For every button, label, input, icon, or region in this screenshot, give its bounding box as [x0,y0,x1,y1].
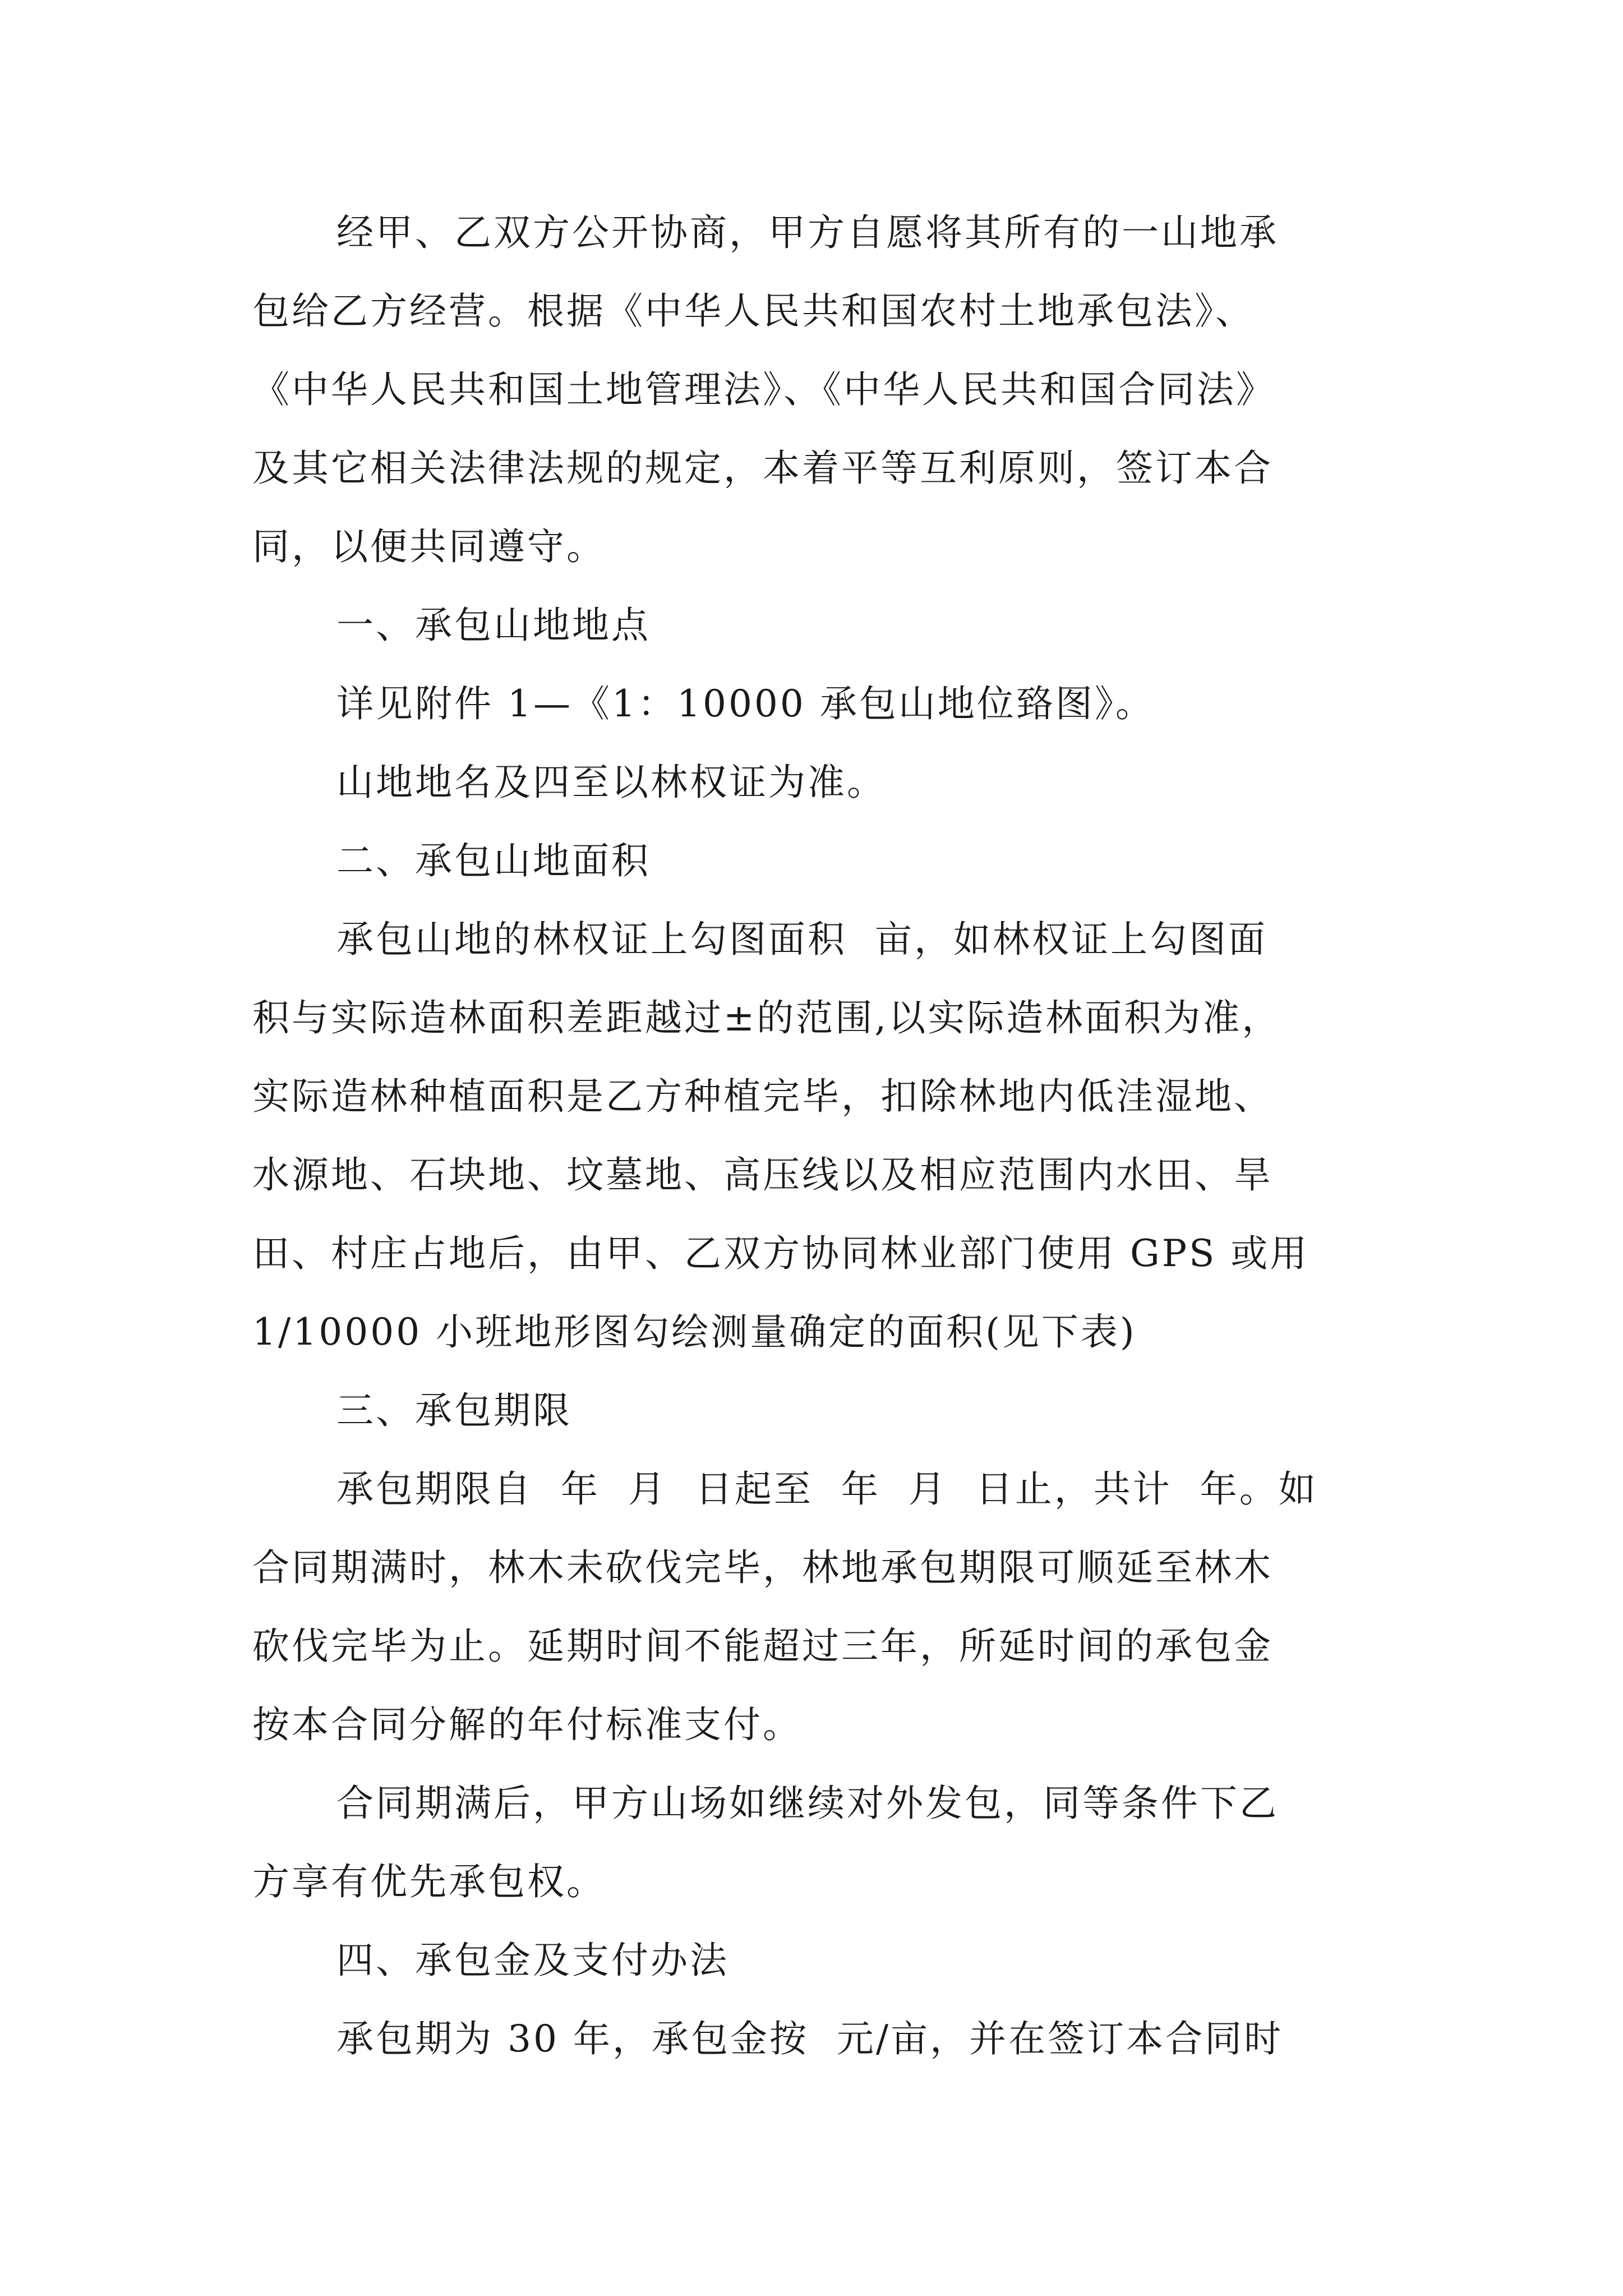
text-line: 承包期限自 年 月 日起至 年 月 日止，共计 年。如 [336,1467,1318,1511]
text-line: 水源地、石块地、坟墓地、高压线以及相应范围内水田、旱 [252,1153,1273,1197]
text-line: 1/10000 小班地形图勾绘测量确定的面积(见下表) [252,1310,1137,1354]
text-line: 承包山地的林权证上勾图面积 亩，如林权证上勾图面 [336,918,1267,961]
contract-body [252,194,1391,2078]
text-line: 及其它相关法律法规的规定，本着平等互利原则，签订本合 [252,447,1273,490]
text-line: 山地地名及四至以林权证为准。 [336,761,886,804]
section-heading: 一、承包山地地点 [336,604,651,647]
text-line: 经甲、乙双方公开协商，甲方自愿将其所有的一山地承 [336,211,1279,254]
text-line: 承包期为 30 年，承包金按 元/亩，并在签订本合同时 [336,2017,1284,2060]
section-heading: 二、承包山地面积 [336,839,651,882]
text-line: 实际造林种植面积是乙方种植完毕，扣除林地内低洼湿地、 [252,1075,1273,1118]
text-line: 《中华人民共和国土地管理法》、《中华人民共和国合同法》 [252,368,1275,411]
text-line: 包给乙方经营。根据《中华人民共和国农村土地承包法》、 [252,289,1255,333]
text-line: 同，以便共同遵守。 [252,525,606,568]
section-heading: 三、承包期限 [336,1389,572,1432]
text-line: 积与实际造林面积差距越过±的范围,以实际造林面积为准， [252,996,1281,1039]
section-heading: 四、承包金及支付办法 [336,1939,729,1982]
text-line: 按本合同分解的年付标准支付。 [252,1703,802,1746]
text-line: 砍伐完毕为止。延期时间不能超过三年，所延时间的承包金 [252,1625,1273,1668]
text-line: 方享有优先承包权。 [252,1860,606,1903]
text-line: 详见附件 1—《1：10000 承包山地位臵图》。 [336,682,1155,725]
text-line: 田、村庄占地后，由甲、乙双方协同林业部门使用 GPS 或用 [252,1232,1310,1275]
text-line: 合同期满后，甲方山场如继续对外发包，同等条件下乙 [336,1782,1279,1825]
text-line: 合同期满时，林木未砍伐完毕，林地承包期限可顺延至林木 [252,1546,1273,1589]
